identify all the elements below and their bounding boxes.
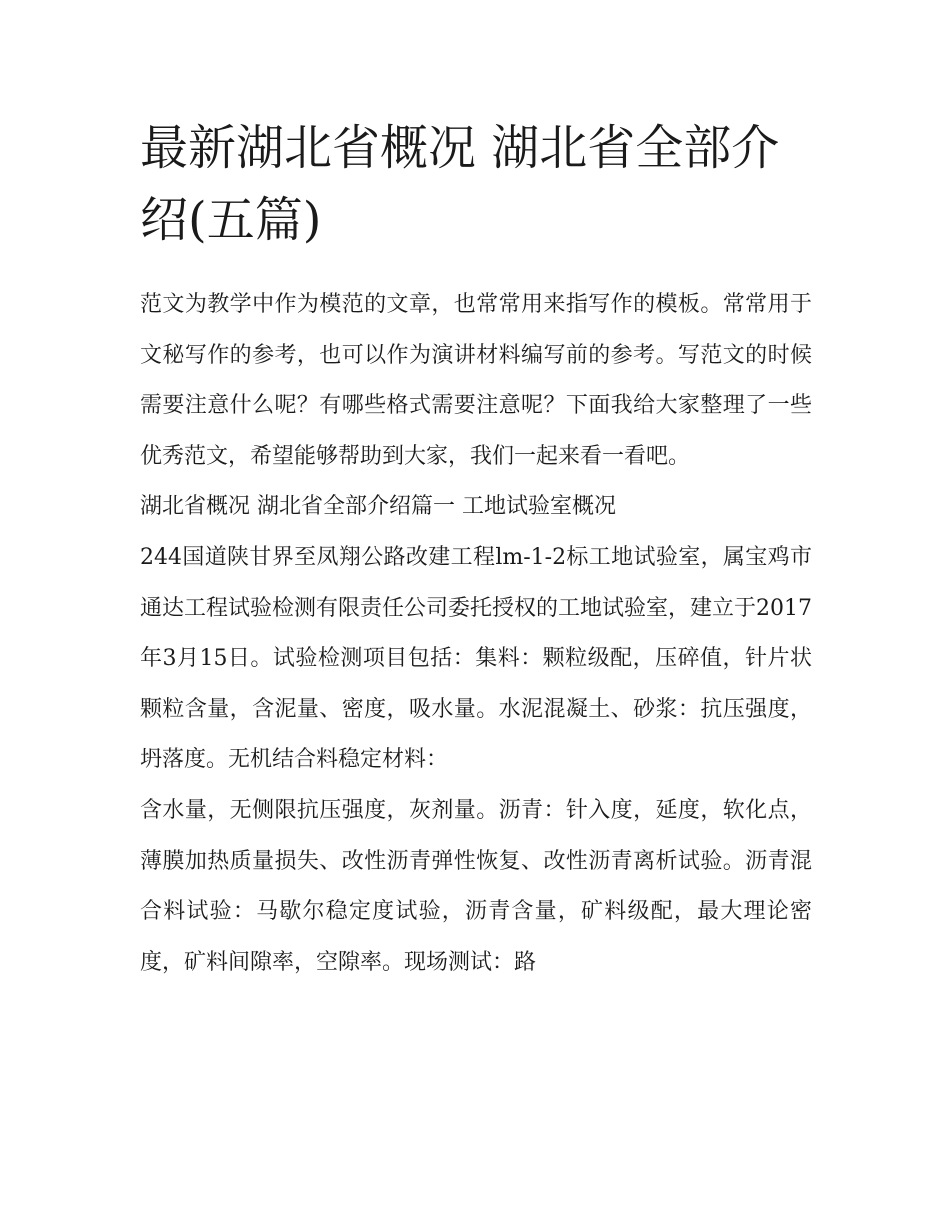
paragraph-section-heading: 湖北省概况 湖北省全部介绍篇一 工地试验室概况 bbox=[140, 494, 616, 520]
paragraph-lab-overview: 244国道陕甘界至凤翔公路改建工程lm-1-2标工地试验室，属宝鸡市通达工程试验检测有限责任公司委托授权的工地试验室，建立于2017年3月15日。试验检测项目包括：集料：颗粒级配，压碎值，针片状颗粒含量，含泥量、密度，吸水量。水泥混凝土、砂浆：抗压强度，坍落度。无机结合料稳定材料： bbox=[140, 544, 812, 773]
document-title: 最新湖北省概况 湖北省全部介绍(五篇) bbox=[140, 120, 780, 248]
paragraph-intro: 范文为教学中作为模范的文章，也常常用来指写作的模板。常常用于文秘写作的参考，也可以作为演讲材料编写前的参考。写范文的时候需要注意什么呢？有哪些格式需要注意呢？下面我给大家整理了一些优秀范文，希望能够帮助到大家，我们一起来看一看吧。 bbox=[140, 292, 812, 469]
paragraph-test-items: 含水量，无侧限抗压强度，灰剂量。沥青：针入度，延度，软化点，薄膜加热质量损失、改性沥青弹性恢复、改性沥青离析试验。沥青混合料试验：马歇尔稳定度试验，沥青含量，矿料级配，最大理论密度，矿料间隙率，空隙率。现场测试：路 bbox=[140, 797, 812, 975]
document-body bbox=[140, 280, 812, 988]
